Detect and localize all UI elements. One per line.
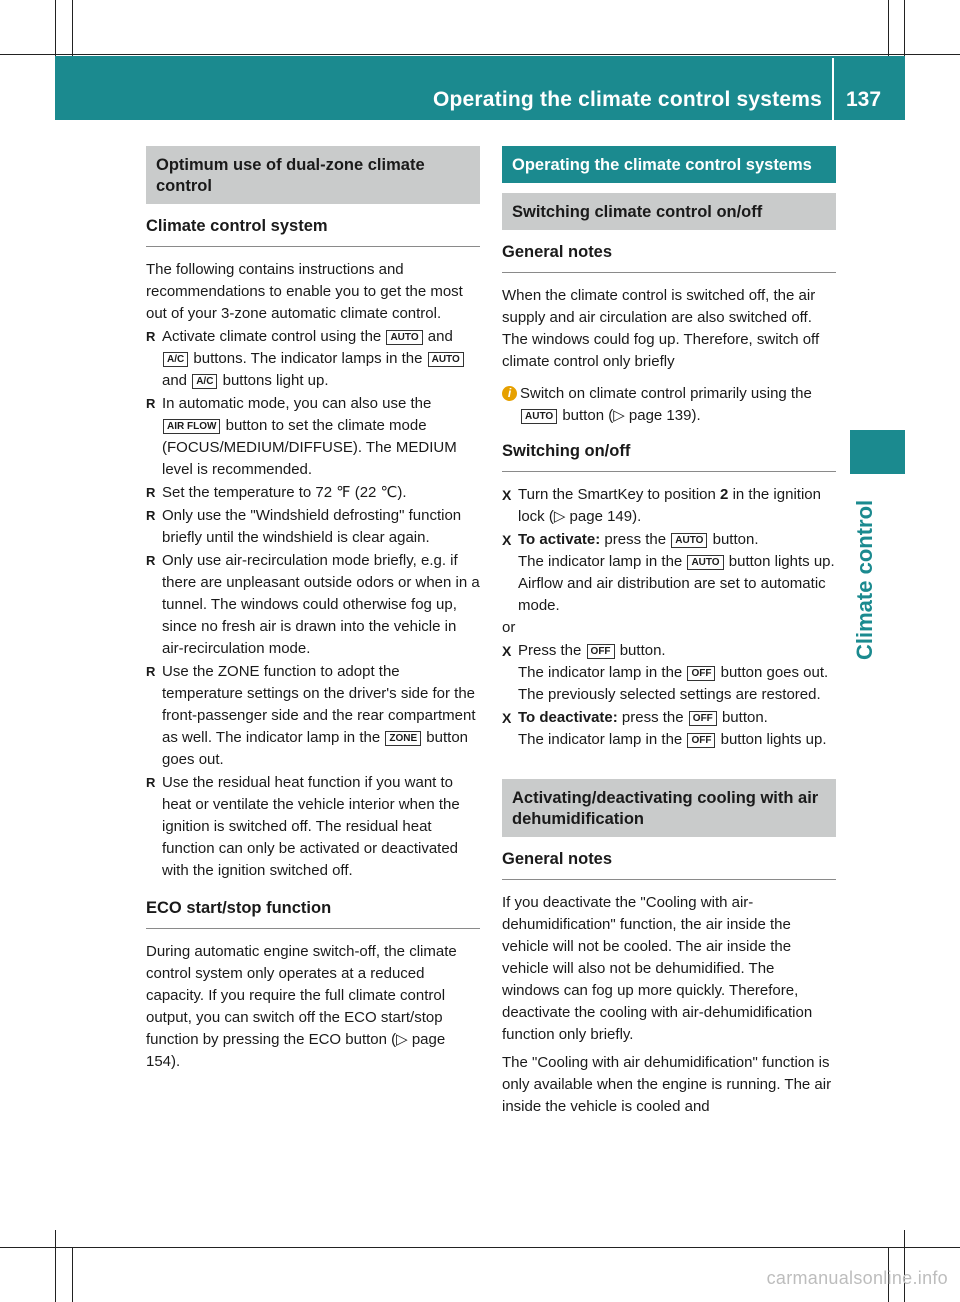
crop-mark <box>888 0 889 56</box>
off-button-icon: OFF <box>687 666 715 681</box>
list-item: R In automatic mode, you can also use the AIR FLOW button to set the climate mode (FOCUS/MEDIUM/DIFFUSE). The MEDIUM level is recommended. <box>146 393 480 481</box>
crop-mark <box>72 0 73 56</box>
paragraph: During automatic engine switch-off, the climate control system only operates at a reduced capacity. If you require the full climate control output, you can switch off the ECO start/stop function by pressing the ECO button (▷ page 154). <box>146 943 457 1070</box>
crop-mark <box>72 1247 73 1302</box>
zone-button-icon: ZONE <box>385 731 421 746</box>
crop-mark <box>0 1247 960 1248</box>
paragraph: or <box>502 619 516 636</box>
subheading: Switching on/off <box>502 429 836 472</box>
right-column <box>502 146 836 1118</box>
page-number: 137 <box>846 88 882 111</box>
list-item: R Only use air-recirculation mode briefly, e.g. if there are unpleasant outside odors or when in a tunnel. The windows could otherwise fog up, since no fresh air is drawn into the vehicle in air-recirculation mode. <box>146 550 480 660</box>
step-item: X Turn the SmartKey to position 2 in the ignition lock (▷ page 149). <box>502 484 836 528</box>
subheading: General notes <box>502 230 836 273</box>
list-item: R Activate climate control using the AUTO and A/C buttons. The indicator lamps in the AUTO and A/C buttons light up. <box>146 326 480 392</box>
subheading: General notes <box>502 837 836 880</box>
auto-button-icon: AUTO <box>428 352 464 367</box>
header-divider <box>832 58 834 120</box>
crop-mark <box>904 1230 905 1302</box>
off-button-icon: OFF <box>689 711 717 726</box>
ac-button-icon: A/C <box>163 352 188 367</box>
left-column <box>146 146 480 1073</box>
paragraph: When the climate control is switched off, the air supply and air circulation are also switched off. The windows could fog up. Therefore, switch off climate control only briefly <box>502 287 820 370</box>
airflow-button-icon: AIR FLOW <box>163 419 220 434</box>
off-button-icon: OFF <box>687 733 715 748</box>
page-title: Operating the climate control systems <box>432 88 822 111</box>
paragraph: The "Cooling with air dehumidification" function is only available when the engine is running. The air inside the vehicle is cooled and <box>502 1054 832 1115</box>
auto-button-icon: AUTO <box>386 330 422 345</box>
list-item: R Use the residual heat function if you want to heat or ventilate the vehicle interior when the ignition is switched off. The residual heat function can only be activated or deactivated with the ignition switched off. <box>146 772 480 882</box>
list-item: R Set the temperature to 72 ℉ (22 ℃). <box>146 482 480 504</box>
step-item: X To activate: press the AUTO button. The indicator lamp in the AUTO button lights up. Airflow and air distribution are set to automatic mode. <box>502 529 836 617</box>
auto-button-icon: AUTO <box>687 555 723 570</box>
watermark: carmanualsonline.info <box>766 1268 948 1288</box>
info-note: i Switch on climate control primarily using the AUTO button (▷ page 139). <box>502 383 836 427</box>
crop-mark <box>0 54 960 55</box>
paragraph: If you deactivate the "Cooling with air-dehumidification" function, the air inside the vehicle will not be cooled. The air inside the vehicle will also not be dehumidified. The windows can fog up more quickly. Therefore, deactivate the cooling with air-dehumidification function only briefly. <box>502 894 813 1043</box>
step-item: X To deactivate: press the OFF button. The indicator lamp in the OFF button lights up. <box>502 707 836 751</box>
crop-mark <box>55 1230 56 1302</box>
section-heading: Operating the climate control systems <box>502 146 836 183</box>
section-heading: Switching climate control on/off <box>502 193 836 230</box>
subheading: Climate control system <box>146 204 480 247</box>
auto-button-icon: AUTO <box>671 533 707 548</box>
side-tab-label: Climate control <box>852 499 877 660</box>
auto-button-icon: AUTO <box>521 409 557 424</box>
side-tab-marker <box>850 430 905 474</box>
subheading: ECO start/stop function <box>146 886 480 929</box>
info-icon: i <box>502 386 517 401</box>
section-heading: Activating/deactivating cooling with air dehumidification <box>502 779 836 837</box>
ac-button-icon: A/C <box>192 374 217 389</box>
list-item: R Use the ZONE function to adopt the temperature settings on the driver's side for the front-passenger side and the rear compartment as well. The indicator lamp in the ZONE button goes out. <box>146 661 480 771</box>
step-item: X Press the OFF button. The indicator lamp in the OFF button goes out. The previously selected settings are restored. <box>502 640 836 706</box>
list-item: R Only use the "Windshield defrosting" function briefly until the windshield is clear again. <box>146 505 480 549</box>
section-heading: Optimum use of dual-zone climate control <box>146 146 480 204</box>
off-button-icon: OFF <box>587 644 615 659</box>
paragraph: The following contains instructions and recommendations to enable you to get the most out of your 3-zone automatic climate control. <box>146 261 463 322</box>
